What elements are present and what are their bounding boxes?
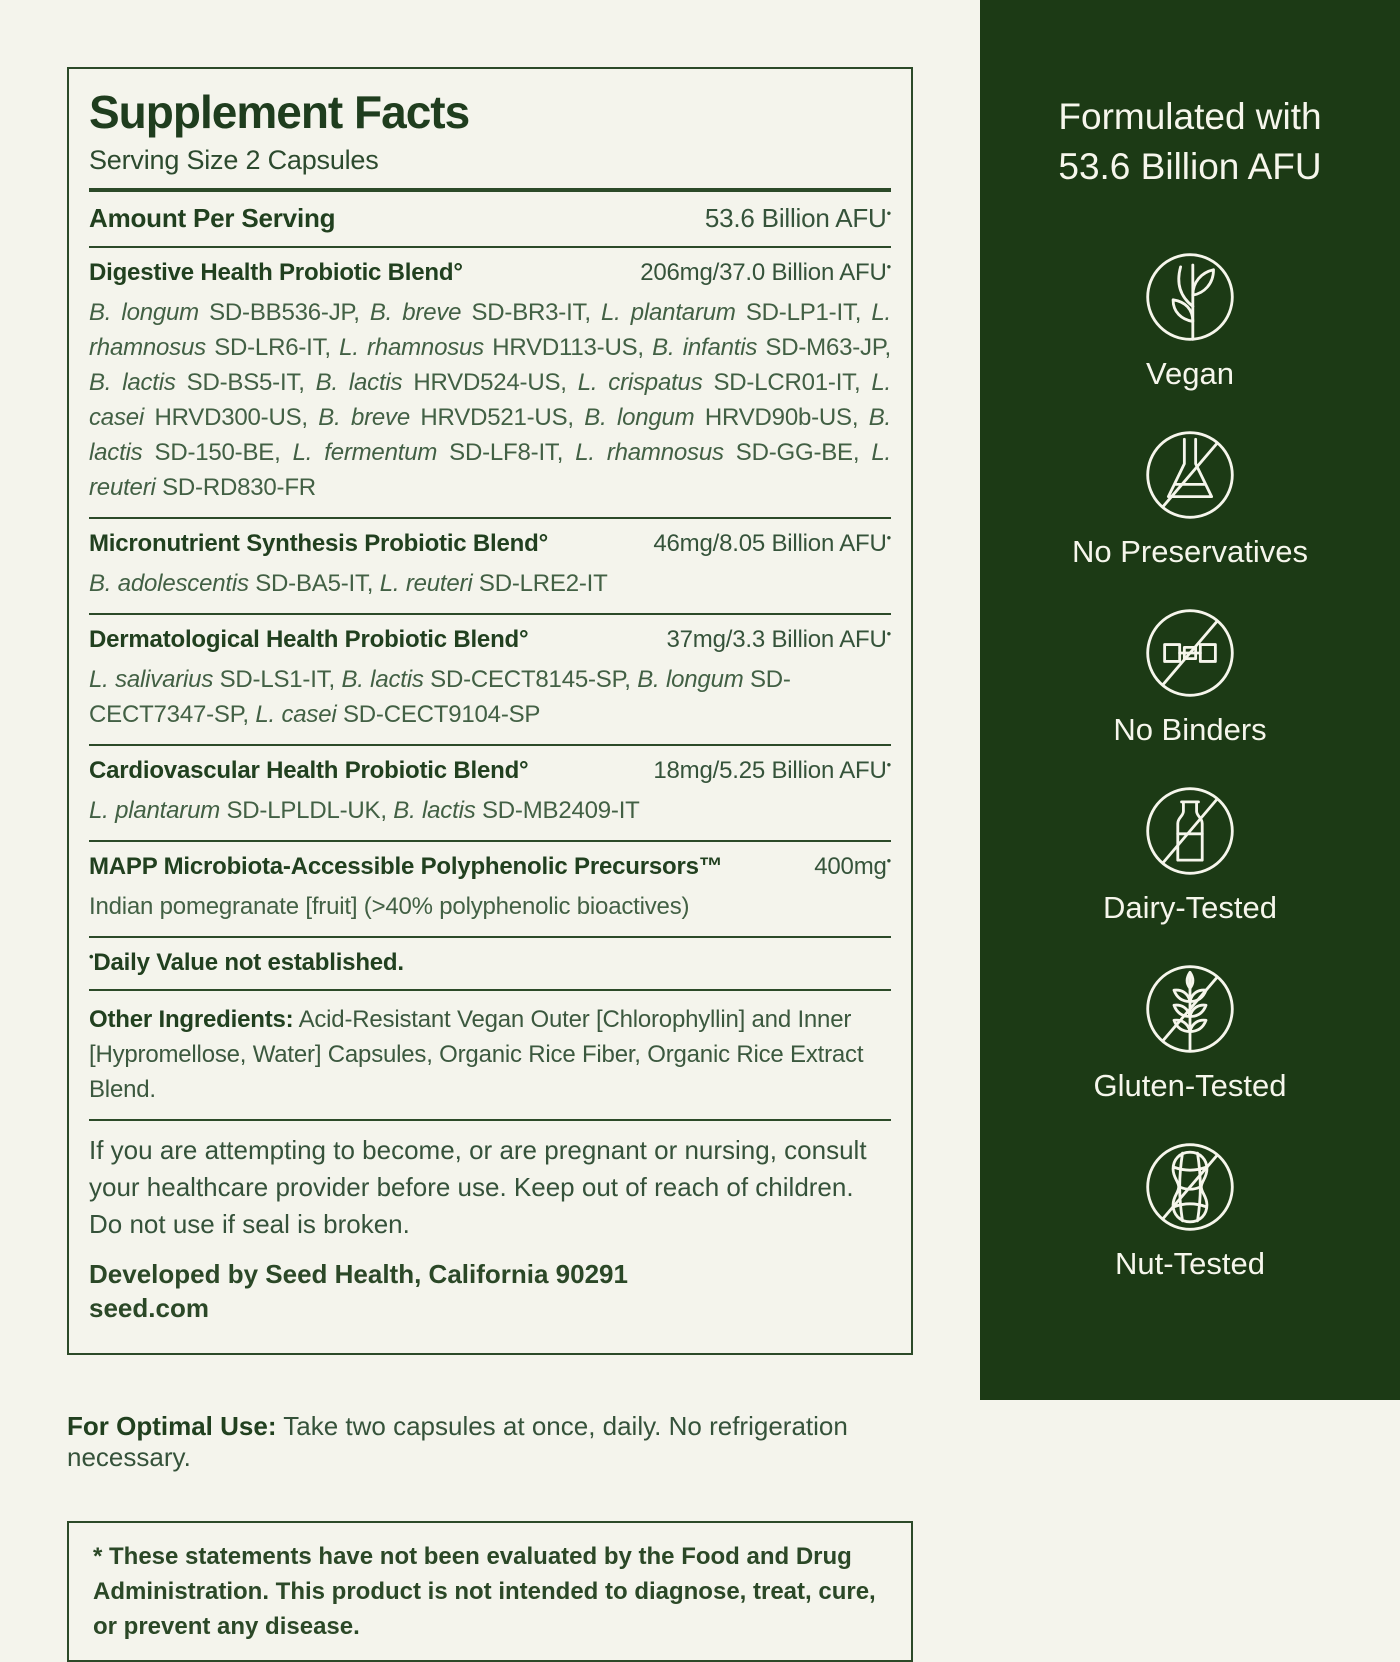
blend-section-micronutrient [89,517,891,613]
amount-per-serving-value: 53.6 Billion AFU• [704,203,891,233]
daily-value-mark: • [886,853,891,868]
badge-label: Vegan [1146,356,1234,391]
blend-section-dermatological [89,613,891,744]
nut-tested-icon [1143,1140,1237,1234]
blend-amount: 37mg/3.3 Billion AFU• [666,626,891,653]
daily-value-note: •Daily Value not established. [89,949,404,976]
daily-value-mark: • [886,757,891,772]
badge-label: No Binders [1113,712,1267,747]
no-preservatives-icon [1143,428,1237,522]
mapp-amount: 400mg• [814,853,891,880]
blend-amount: 18mg/5.25 Billion AFU• [653,757,891,784]
supplement-facts-box [67,67,913,1355]
benefits-panel [980,0,1400,1400]
optimal-use-line [67,1411,913,1473]
daily-value-mark: • [89,949,94,964]
blend-name: Cardiovascular Health Probiotic Blend° [89,757,529,784]
supplement-facts-title: Supplement Facts [89,86,470,138]
badge-no-preservatives [1072,428,1308,570]
amount-per-serving-section [89,192,891,246]
mapp-name: MAPP Microbiota-Accessible Polyphenolic Precursors™ [89,853,723,880]
daily-value-mark: • [886,530,891,545]
other-ingredients-section [89,989,891,1119]
panel-title-line2: 53.6 Billion AFU [1058,146,1322,187]
no-binders-icon [1143,606,1237,700]
blend-strains: L. plantarum SD-LPLDL-UK, B. lactis SD-MB2409-IT [89,797,640,824]
gluten-tested-icon [1143,962,1237,1056]
fda-disclaimer-box [67,1521,913,1662]
blend-strains: B. longum SD-BB536-JP, B. breve SD-BR3-IT, L. plantarum SD-LP1-IT, L. rhamnosus SD-LR6-IT, L. rhamnosus HRVD113-US, B. infantis SD-M63-JP, B. lactis SD-BS5-IT, B. lactis HRVD524-US, L. crispatus SD-LCR01-IT, L. casei HRVD300-US, B. breve HRVD521-US, B. longum HRVD90b-US, B. lactis SD-150-BE, L. fermentum SD-LF8-IT, L. rhamnosus SD-GG-BE, L. reuteri SD-RD830-FR [89,299,892,501]
blend-strains: B. adolescentis SD-BA5-IT, L. reuteri SD-LRE2-IT [89,570,608,597]
blend-amount: 46mg/8.05 Billion AFU• [653,530,891,557]
blend-name: Micronutrient Synthesis Probiotic Blend° [89,530,548,557]
badge-label: Gluten-Tested [1093,1068,1287,1103]
badge-label: Dairy-Tested [1103,890,1277,925]
badge-gluten-tested [1094,962,1287,1104]
label-content [67,67,913,1662]
badge-dairy-tested [1103,784,1277,926]
blend-section-digestive [89,246,891,517]
blend-section-cardiovascular [89,744,891,840]
blend-header-row [89,626,891,654]
blend-amount: 206mg/37.0 Billion AFU• [640,259,891,286]
website-text: seed.com [89,1293,209,1323]
mapp-section [89,840,891,936]
fda-disclaimer-text: * These statements have not been evaluated by the Food and Drug Administration. This product is not intended to diagnose, treat, cure, or prevent any disease. [93,1543,876,1640]
daily-value-mark: • [886,205,891,221]
amount-per-serving-row [89,203,891,234]
blend-name: Digestive Health Probiotic Blend° [89,259,463,286]
badge-label: No Preservatives [1071,534,1309,569]
optimal-use-text: Take two capsules at once, daily. No refrigeration necessary. [67,1411,848,1472]
mapp-header-row [89,853,891,881]
daily-value-section [89,936,891,989]
mapp-detail: Indian pomegranate [fruit] (>40% polyphenolic bioactives) [89,893,690,920]
developer-line: Developed by Seed Health, California 90291 [89,1259,628,1289]
badge-label: Nut-Tested [1115,1246,1265,1281]
optimal-use-label: For Optimal Use: [67,1411,277,1441]
vegan-icon [1143,250,1237,344]
panel-title [1058,92,1321,192]
other-ingredients: Other Ingredients: Acid-Resistant Vegan Outer [Chlorophyllin] and Inner [Hypromellose, Water] Capsules, Organic Rice Fiber, Organic Rice Extract Blend. [89,1006,864,1103]
badge-vegan [1143,250,1237,392]
amount-per-serving-label: Amount Per Serving [89,203,336,233]
blend-header-row [89,757,891,785]
blend-header-row [89,530,891,558]
daily-value-mark: • [886,259,891,274]
badge-nut-tested [1115,1140,1265,1282]
panel-title-line1: Formulated with [1058,96,1322,137]
badge-no-binders [1113,606,1266,748]
other-ingredients-label: Other Ingredients: [89,1006,294,1033]
dairy-tested-icon [1143,784,1237,878]
blend-strains: L. salivarius SD-LS1-IT, B. lactis SD-CECT8145-SP, B. longum SD-CECT7347-SP, L. casei SD-CECT9104-SP [89,666,791,728]
daily-value-mark: • [886,626,891,641]
blend-name: Dermatological Health Probiotic Blend° [89,626,529,653]
serving-size: Serving Size 2 Capsules [89,145,379,175]
pregnancy-warning: If you are attempting to become, or are pregnant or nursing, consult your healthcare provider before use. Keep out of reach of children. Do not use if seal is broken. [89,1135,867,1239]
badge-list [1072,250,1308,1282]
blend-header-row [89,259,891,287]
warning-section [89,1119,891,1337]
